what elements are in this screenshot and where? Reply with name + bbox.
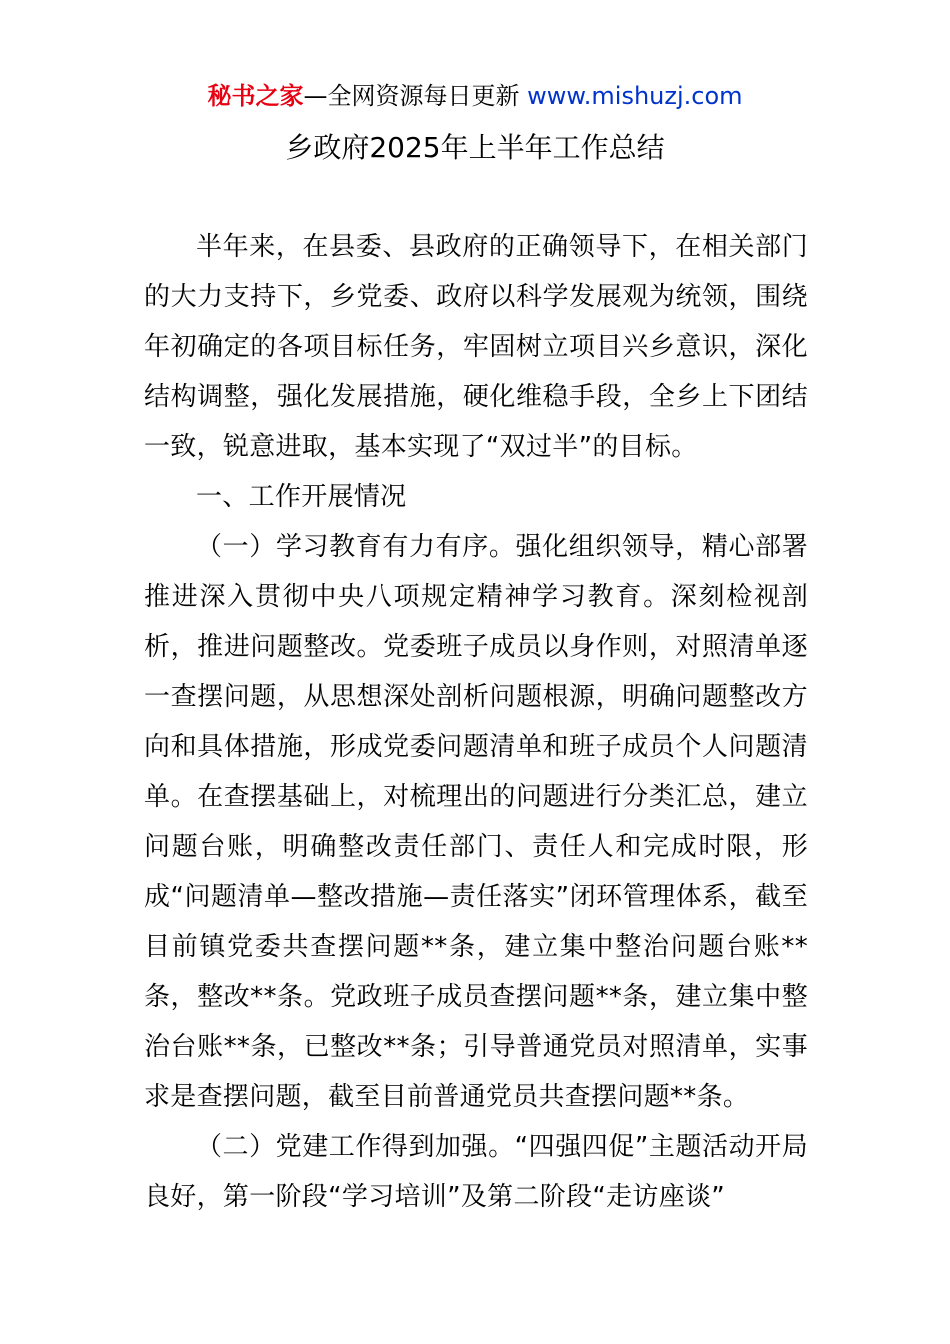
- section-heading: 一、工作开展情况: [196, 482, 407, 512]
- paragraph-party-building: （二）党建工作得到加强。“四强四促”主题活动开局良好，第一阶段“学习培训”及第二阶段“走访座谈”: [144, 1132, 808, 1212]
- paragraph-intro: 半年来，在县委、县政府的正确领导下，在相关部门的大力支持下，乡党委、政府以科学发展观为统领，围绕年初确定的各项目标任务，牢固树立项目兴乡意识，深化结构调整，强化发展措施，硬化维稳手段，全乡上下团结一致，锐意进取，基本实现了“双过半”的目标。: [144, 232, 808, 462]
- paragraph-study-education: （一）学习教育有力有序。强化组织领导，精心部署推进深入贯彻中央八项规定精神学习教育。深刻检视剖析，推进问题整改。党委班子成员以身作则，对照清单逐一查摆问题，从思想深处剖析问题根源，明确问题整改方向和具体措施，形成党委问题清单和班子成员个人问题清单。在查摆基础上，对梳理出的问题进行分类汇总，建立问题台账，明确整改责任部门、责任人和完成时限，形成“问题清单—整改措施—责任落实”闭环管理体系，截至目前镇党委共查摆问题**条，建立集中整治问题台账**条，整改**条。党政班子成员查摆问题**条，建立集中整治台账**条，已整改**条；引导普通党员对照清单，实事求是查摆问题，截至目前普通党员共查摆问题**条。: [144, 532, 808, 1112]
- site-header: [0, 80, 950, 112]
- document-title: 乡政府2025年上半年工作总结: [285, 131, 665, 164]
- site-tagline: —全网资源每日更新: [303, 82, 528, 110]
- document-body: [144, 222, 808, 1222]
- site-url-link[interactable]: www.mishuzj.com: [527, 82, 743, 110]
- site-brand: 秘书之家: [207, 82, 304, 110]
